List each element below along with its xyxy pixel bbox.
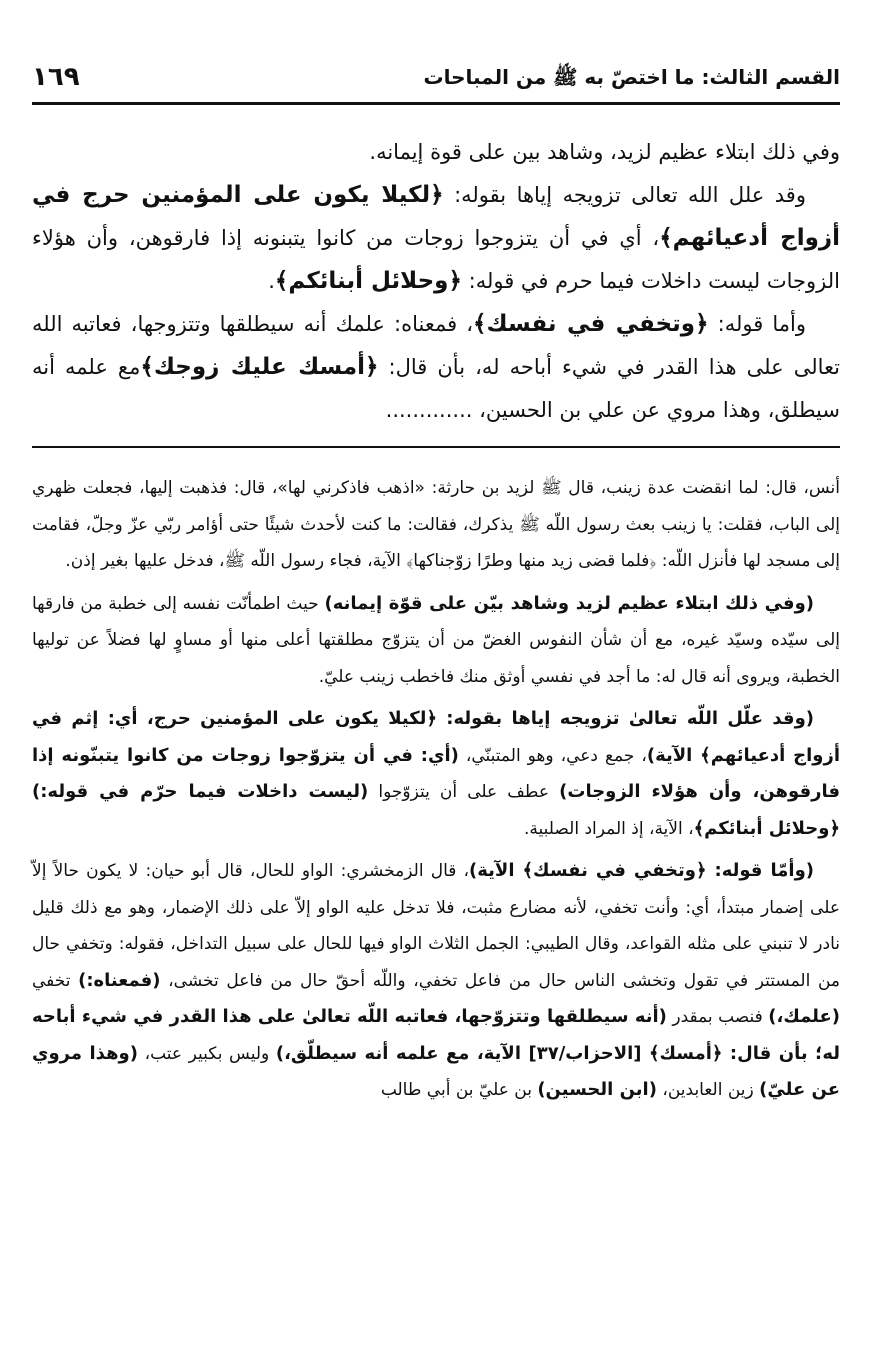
quoted-matn: (أي: في أن يتزوّجوا زوجات من كانوا يتبنّونه إذا فارقوهن، وأن هؤلاء الزوجات)	[32, 744, 841, 802]
quoted-matn: (أنه سيطلقها وتتزوّجها، فعاتبه اللّه تعالىٰ على هذا القدر في شيء أباحه له؛ بأن قال: ﴿أمسك﴾ [الاحزاب/٣٧] الآية، مع علمه أنه سيطلّق،)	[32, 1006, 841, 1064]
running-title: القسم الثالث: ما اختصّ به ﷺ من المباحات	[423, 65, 840, 89]
quoted-matn: (وفي ذلك ابتلاء عظيم لزيد وشاهد بيّن على قوّة إيمانه)	[324, 592, 814, 614]
text-run: وأما قوله:	[708, 312, 806, 336]
quran-quote: ﴿أمسك عليك زوجك﴾	[140, 354, 379, 380]
quoted-matn: (فمعناه:)	[78, 969, 161, 991]
commentary-text	[32, 470, 840, 1109]
quoted-matn: (وأمّا قوله: ﴿وتخفي في نفسك﴾ الآية)	[469, 860, 814, 881]
text-run: حيث اطمأنّت نفسه إلى خطبة من فارقها إلى سيّده وسيّد غيره، مع أن شأن النفوس الغضّ من أن يتزوّج مطلقتها أعلى منها أو مساوٍ لها فضلاً عن توليها الخطبة، ويروى أنه قال له: ما أجد في نفسي أوثق منك فاخطب زينب عليّ.	[32, 593, 840, 687]
text-run: زين العابدين،	[656, 1080, 760, 1100]
text-run: وقد علل الله تعالى تزويجه إياها بقوله:	[443, 183, 806, 207]
text-run: ، أي في أن يتزوجوا زوجات من كانوا يتبنونه إذا فارقوهن، وأن هؤلاء الزوجات ليست داخلات فيما حرم في قوله:	[32, 226, 840, 293]
quoted-matn: (وقد علّل اللّه تعالىٰ تزويجه إياها بقوله: ﴿لكيلا يكون على المؤمنين حرج، أي: إثم في أزواج أدعيائهم﴾ الآية)	[32, 708, 841, 766]
main-paragraph-3	[32, 303, 840, 432]
page-number: ١٦٩	[32, 62, 80, 92]
page-header	[32, 52, 840, 105]
text-run: ، جمع دعي، وهو المتبنّي،	[458, 745, 647, 766]
text-run: ، فمعناه: علمك أنه سيطلقها وتتزوجها، فعاتبه الله تعالى على هذا القدر في شيء أباحه له، بأن قال:	[32, 312, 840, 379]
text-run: تخفي	[32, 970, 79, 991]
dotted-leader: .............	[385, 398, 473, 422]
commentary-paragraph-2	[32, 586, 840, 696]
quoted-matn: (ليست داخلات فيما حرّم في قوله:)	[32, 781, 369, 802]
text-run: وليس بكبير عتب،	[137, 1043, 276, 1064]
main-text	[32, 131, 840, 432]
text-run: .	[268, 269, 275, 293]
text-run: عطف على أن يتزوّجوا	[368, 782, 560, 802]
quoted-matn: (ابن الحسين)	[537, 1079, 657, 1100]
quran-quote: ﴿وتخفي في نفسك﴾	[473, 311, 709, 337]
commentary-paragraph-3	[32, 701, 840, 847]
text-run: مع علمه أنه سيطلق، وهذا مروي عن علي بن الحسين،	[32, 355, 840, 422]
text-run: فنصب بمقدر	[666, 1007, 769, 1027]
main-paragraph-2	[32, 174, 840, 303]
main-paragraph-1: وفي ذلك ابتلاء عظيم لزيد، وشاهد بين على قوة إيمانه.	[369, 140, 840, 164]
quoted-matn: (علمك،)	[768, 1006, 841, 1027]
text-separator-line	[32, 446, 840, 448]
text-run: ، قال الزمخشري: الواو للحال، قال أبو حيان: لا يكون حالاً إلاّ على إضمار مبتدأ، أي: وأنت تخفي، لأنه مضارع مثبت، فلا تدخل عليه الواو إلاّ على ذلك الإضمار، وهو مع ذلك قليل نادر لا تنبني على مثله القواعد، وقال الطيبي: الجمل الثلاث الواو فيها للحال على سبيل التداخل، فقوله: وتخفي حال من المستتر في تقول وتخشى الناس حال من فاعل تخفي، واللّه أحقّ حال من فاعل تخشى،	[32, 861, 840, 991]
quran-quote: ﴿وحلائل أبنائكم﴾	[274, 268, 462, 294]
book-page	[32, 52, 840, 1342]
commentary-paragraph-1: أنس، قال: لما انقضت عدة زينب، قال ﷺ لزيد بن حارثة: «اذهب فاذكرني لها»، قال: فذهبت إليها، فجعلت ظهري إلى الباب، فقلت: يا زينب بعث رسول اللّه ﷺ يذكرك، فقالت: ما كنت لأحدث شيئًا حتى أؤامر ربّي عزّ وجلّ، فقامت إلى مسجد لها فأنزل اللّه: ﴿فلما قضى زيد منها وطرًا زوّجناكها﴾ الآية، فجاء رسول اللّه ﷺ، فدخل عليها بغير إذن.	[32, 478, 840, 571]
quran-quote: ﴿وحلائل أبنائكم﴾	[693, 817, 840, 839]
quran-quote: ﴿لكيلا يكون على المؤمنين حرج في أزواج أدعيائهم﴾	[32, 182, 840, 251]
text-run: ، الآية، إذ المراد الصلبية.	[524, 818, 694, 839]
quoted-matn: (وهذا مروي عن عليّ)	[32, 1042, 840, 1100]
commentary-paragraph-4	[32, 853, 840, 1109]
text-run: بن عليّ بن أبي طالب	[380, 1080, 538, 1100]
